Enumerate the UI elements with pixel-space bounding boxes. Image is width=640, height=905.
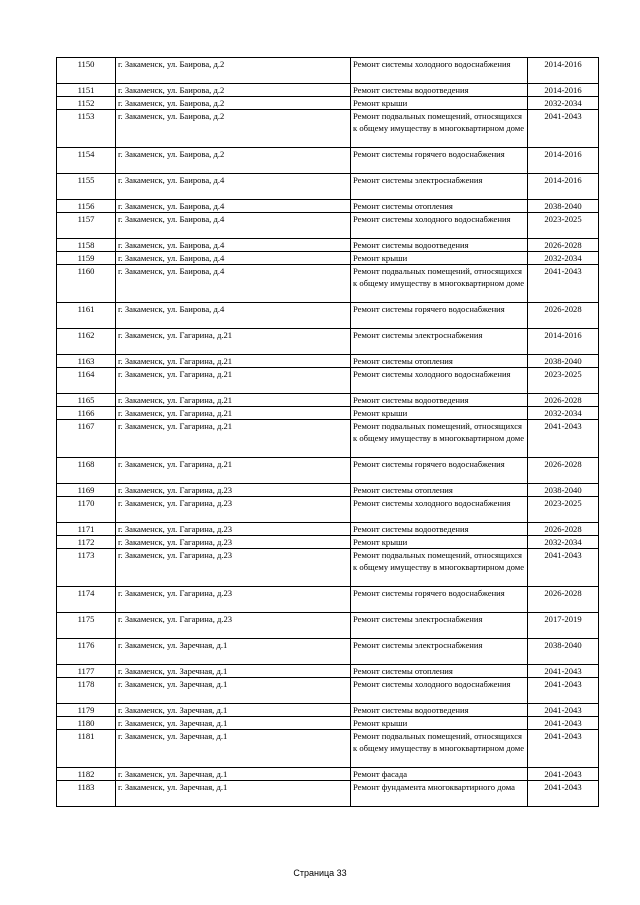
row-address: г. Закаменск, ул. Гагарина, д.21	[116, 329, 351, 355]
row-number: 1158	[57, 239, 116, 252]
row-number: 1168	[57, 458, 116, 484]
row-work-type: Ремонт системы отопления	[351, 665, 528, 678]
row-work-type: Ремонт системы электроснабжения	[351, 174, 528, 200]
row-number: 1173	[57, 549, 116, 587]
row-address: г. Закаменск, ул. Гагарина, д.21	[116, 458, 351, 484]
row-address: г. Закаменск, ул. Заречная, д.1	[116, 730, 351, 768]
table-row	[57, 639, 599, 665]
row-address: г. Закаменск, ул. Баирова, д.2	[116, 84, 351, 97]
row-period: 2041-2043	[528, 665, 599, 678]
table-row	[57, 730, 599, 768]
row-number: 1172	[57, 536, 116, 549]
row-period: 2026-2028	[528, 587, 599, 613]
row-number: 1165	[57, 394, 116, 407]
row-number: 1176	[57, 639, 116, 665]
row-address: г. Закаменск, ул. Гагарина, д.21	[116, 407, 351, 420]
row-number: 1183	[57, 781, 116, 807]
row-period: 2023-2025	[528, 368, 599, 394]
row-period: 2014-2016	[528, 58, 599, 84]
table-row	[57, 252, 599, 265]
page-number: Страница 33	[293, 868, 347, 878]
row-work-type: Ремонт системы электроснабжения	[351, 639, 528, 665]
row-address: г. Закаменск, ул. Заречная, д.1	[116, 717, 351, 730]
row-number: 1159	[57, 252, 116, 265]
table-row	[57, 678, 599, 704]
table-row	[57, 704, 599, 717]
table-row	[57, 265, 599, 303]
row-period: 2026-2028	[528, 523, 599, 536]
row-work-type: Ремонт системы горячего водоснабжения	[351, 458, 528, 484]
row-address: г. Закаменск, ул. Заречная, д.1	[116, 768, 351, 781]
row-number: 1178	[57, 678, 116, 704]
row-period: 2041-2043	[528, 717, 599, 730]
row-work-type: Ремонт системы отопления	[351, 355, 528, 368]
table-row	[57, 549, 599, 587]
table-row	[57, 97, 599, 110]
row-period: 2026-2028	[528, 458, 599, 484]
row-number: 1153	[57, 110, 116, 148]
table-row	[57, 768, 599, 781]
row-number: 1181	[57, 730, 116, 768]
row-period: 2038-2040	[528, 484, 599, 497]
row-work-type: Ремонт фасада	[351, 768, 528, 781]
row-address: г. Закаменск, ул. Баирова, д.2	[116, 97, 351, 110]
row-period: 2041-2043	[528, 265, 599, 303]
row-period: 2041-2043	[528, 678, 599, 704]
row-work-type: Ремонт подвальных помещений, относящихся к общему имуществу в многоквартирном доме	[351, 265, 528, 303]
table-row	[57, 58, 599, 84]
row-work-type: Ремонт системы холодного водоснабжения	[351, 368, 528, 394]
table-row	[57, 303, 599, 329]
row-number: 1171	[57, 523, 116, 536]
row-number: 1175	[57, 613, 116, 639]
table-row	[57, 458, 599, 484]
row-number: 1157	[57, 213, 116, 239]
table-row	[57, 368, 599, 394]
row-number: 1162	[57, 329, 116, 355]
table-row	[57, 394, 599, 407]
row-work-type: Ремонт системы холодного водоснабжения	[351, 213, 528, 239]
table-row	[57, 110, 599, 148]
table-row	[57, 484, 599, 497]
row-address: г. Закаменск, ул. Заречная, д.1	[116, 678, 351, 704]
row-address: г. Закаменск, ул. Баирова, д.4	[116, 239, 351, 252]
row-number: 1160	[57, 265, 116, 303]
row-period: 2041-2043	[528, 768, 599, 781]
row-number: 1155	[57, 174, 116, 200]
table-row	[57, 239, 599, 252]
row-period: 2023-2025	[528, 213, 599, 239]
row-address: г. Закаменск, ул. Заречная, д.1	[116, 704, 351, 717]
row-work-type: Ремонт системы электроснабжения	[351, 329, 528, 355]
row-address: г. Закаменск, ул. Заречная, д.1	[116, 781, 351, 807]
row-address: г. Закаменск, ул. Баирова, д.4	[116, 303, 351, 329]
row-work-type: Ремонт системы водоотведения	[351, 394, 528, 407]
row-number: 1161	[57, 303, 116, 329]
row-period: 2026-2028	[528, 394, 599, 407]
row-period: 2032-2034	[528, 252, 599, 265]
row-address: г. Закаменск, ул. Баирова, д.4	[116, 213, 351, 239]
row-address: г. Закаменск, ул. Гагарина, д.23	[116, 497, 351, 523]
row-work-type: Ремонт системы горячего водоснабжения	[351, 303, 528, 329]
table-row	[57, 717, 599, 730]
table-row	[57, 407, 599, 420]
row-number: 1156	[57, 200, 116, 213]
row-number: 1170	[57, 497, 116, 523]
row-work-type: Ремонт системы отопления	[351, 484, 528, 497]
row-number: 1151	[57, 84, 116, 97]
row-period: 2032-2034	[528, 407, 599, 420]
row-address: г. Закаменск, ул. Баирова, д.2	[116, 110, 351, 148]
row-address: г. Закаменск, ул. Гагарина, д.21	[116, 394, 351, 407]
table-row	[57, 148, 599, 174]
row-period: 2041-2043	[528, 730, 599, 768]
table-row	[57, 213, 599, 239]
row-period: 2023-2025	[528, 497, 599, 523]
row-work-type: Ремонт крыши	[351, 252, 528, 265]
row-work-type: Ремонт системы холодного водоснабжения	[351, 58, 528, 84]
row-number: 1167	[57, 420, 116, 458]
table-row	[57, 613, 599, 639]
table-row	[57, 523, 599, 536]
row-period: 2038-2040	[528, 639, 599, 665]
row-work-type: Ремонт системы холодного водоснабжения	[351, 678, 528, 704]
table-body	[57, 58, 599, 807]
row-period: 2041-2043	[528, 704, 599, 717]
row-number: 1179	[57, 704, 116, 717]
table-row	[57, 84, 599, 97]
row-period: 2014-2016	[528, 148, 599, 174]
row-period: 2038-2040	[528, 200, 599, 213]
row-period: 2014-2016	[528, 329, 599, 355]
row-period: 2026-2028	[528, 303, 599, 329]
row-address: г. Закаменск, ул. Гагарина, д.21	[116, 368, 351, 394]
row-work-type: Ремонт системы отопления	[351, 200, 528, 213]
row-address: г. Закаменск, ул. Гагарина, д.23	[116, 549, 351, 587]
row-number: 1174	[57, 587, 116, 613]
row-work-type: Ремонт фундамента многоквартирного дома	[351, 781, 528, 807]
row-period: 2041-2043	[528, 549, 599, 587]
row-work-type: Ремонт крыши	[351, 407, 528, 420]
row-number: 1177	[57, 665, 116, 678]
row-work-type: Ремонт системы водоотведения	[351, 704, 528, 717]
row-work-type: Ремонт системы горячего водоснабжения	[351, 587, 528, 613]
table-row	[57, 174, 599, 200]
row-number: 1152	[57, 97, 116, 110]
row-address: г. Закаменск, ул. Гагарина, д.23	[116, 484, 351, 497]
row-number: 1166	[57, 407, 116, 420]
row-work-type: Ремонт системы водоотведения	[351, 239, 528, 252]
table-row	[57, 329, 599, 355]
row-address: г. Закаменск, ул. Гагарина, д.21	[116, 420, 351, 458]
row-address: г. Закаменск, ул. Баирова, д.4	[116, 252, 351, 265]
row-period: 2014-2016	[528, 174, 599, 200]
row-period: 2041-2043	[528, 110, 599, 148]
row-work-type: Ремонт системы горячего водоснабжения	[351, 148, 528, 174]
row-address: г. Закаменск, ул. Гагарина, д.23	[116, 536, 351, 549]
row-address: г. Закаменск, ул. Гагарина, д.23	[116, 613, 351, 639]
table-row	[57, 200, 599, 213]
table-row	[57, 665, 599, 678]
row-period: 2041-2043	[528, 781, 599, 807]
row-work-type: Ремонт крыши	[351, 717, 528, 730]
row-work-type: Ремонт подвальных помещений, относящихся к общему имуществу в многоквартирном доме	[351, 549, 528, 587]
row-address: г. Закаменск, ул. Баирова, д.4	[116, 265, 351, 303]
table-row	[57, 536, 599, 549]
row-number: 1182	[57, 768, 116, 781]
row-address: г. Закаменск, ул. Гагарина, д.23	[116, 587, 351, 613]
row-work-type: Ремонт системы водоотведения	[351, 84, 528, 97]
row-address: г. Закаменск, ул. Баирова, д.2	[116, 58, 351, 84]
row-work-type: Ремонт системы холодного водоснабжения	[351, 497, 528, 523]
row-address: г. Закаменск, ул. Заречная, д.1	[116, 665, 351, 678]
row-period: 2041-2043	[528, 420, 599, 458]
row-address: г. Закаменск, ул. Баирова, д.2	[116, 148, 351, 174]
repair-schedule-table	[56, 57, 599, 807]
row-period: 2026-2028	[528, 239, 599, 252]
row-work-type: Ремонт крыши	[351, 97, 528, 110]
row-number: 1154	[57, 148, 116, 174]
row-number: 1150	[57, 58, 116, 84]
table-row	[57, 355, 599, 368]
row-address: г. Закаменск, ул. Баирова, д.4	[116, 200, 351, 213]
row-work-type: Ремонт подвальных помещений, относящихся к общему имуществу в многоквартирном доме	[351, 730, 528, 768]
row-work-type: Ремонт подвальных помещений, относящихся к общему имуществу в многоквартирном доме	[351, 110, 528, 148]
row-address: г. Закаменск, ул. Заречная, д.1	[116, 639, 351, 665]
row-period: 2032-2034	[528, 536, 599, 549]
row-period: 2014-2016	[528, 84, 599, 97]
row-work-type: Ремонт системы водоотведения	[351, 523, 528, 536]
row-work-type: Ремонт подвальных помещений, относящихся к общему имуществу в многоквартирном доме	[351, 420, 528, 458]
row-address: г. Закаменск, ул. Гагарина, д.21	[116, 355, 351, 368]
row-work-type: Ремонт системы электроснабжения	[351, 613, 528, 639]
row-period: 2032-2034	[528, 97, 599, 110]
row-address: г. Закаменск, ул. Баирова, д.4	[116, 174, 351, 200]
table-row	[57, 497, 599, 523]
row-number: 1180	[57, 717, 116, 730]
row-number: 1163	[57, 355, 116, 368]
table-row	[57, 420, 599, 458]
row-period: 2017-2019	[528, 613, 599, 639]
row-work-type: Ремонт крыши	[351, 536, 528, 549]
row-period: 2038-2040	[528, 355, 599, 368]
row-number: 1164	[57, 368, 116, 394]
row-number: 1169	[57, 484, 116, 497]
row-address: г. Закаменск, ул. Гагарина, д.23	[116, 523, 351, 536]
table-row	[57, 781, 599, 807]
table-row	[57, 587, 599, 613]
